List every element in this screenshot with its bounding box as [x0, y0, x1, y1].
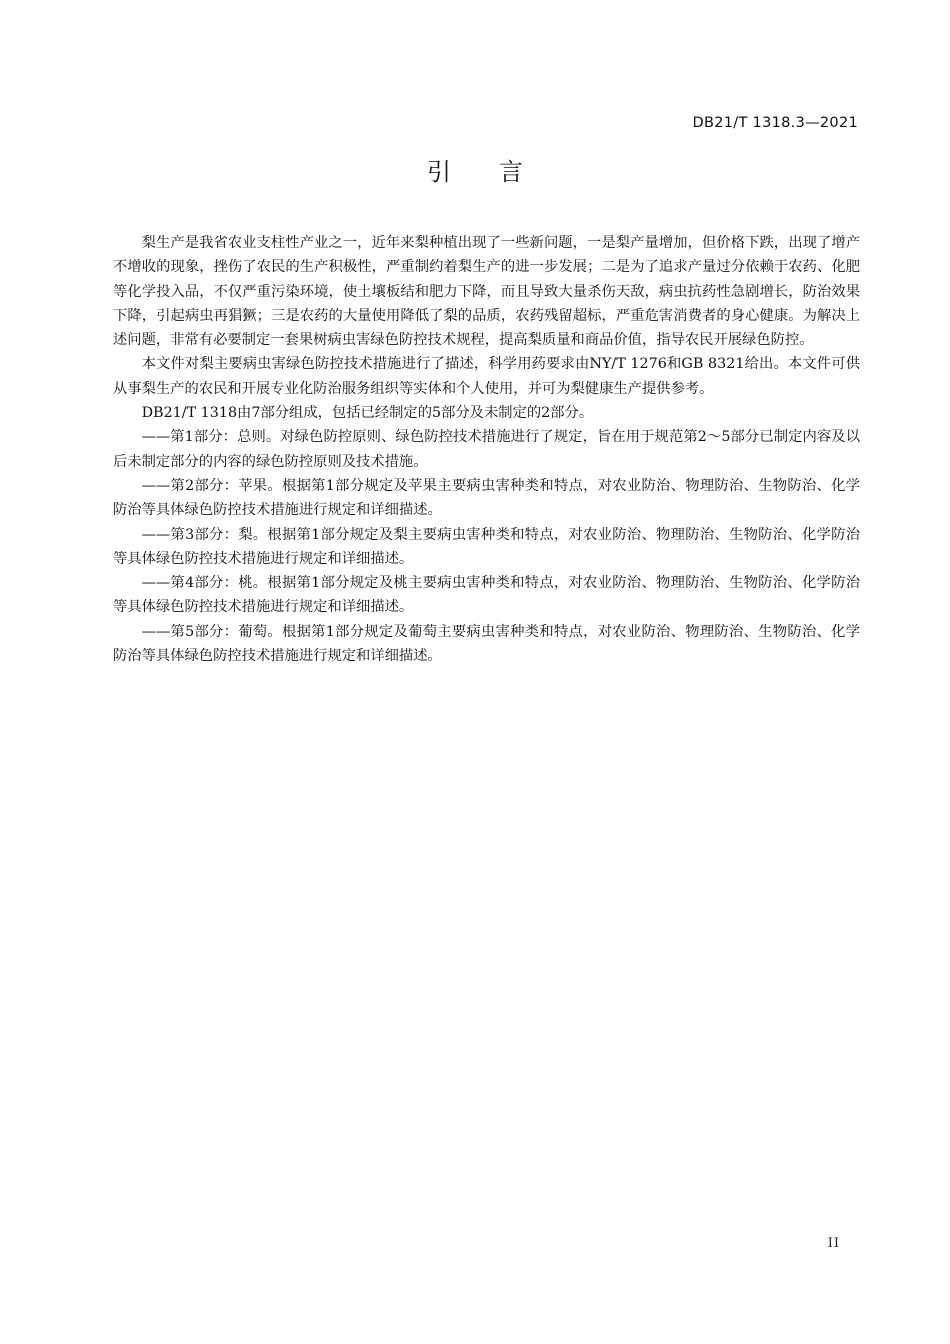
page-title: 引言: [427, 158, 571, 186]
paragraph-composition: DB21/T 1318由7部分组成，包括已经制定的5部分及未制定的2部分。: [141, 405, 594, 422]
paragraph-part-1: ——第1部分：总则。对绿色防控原则、绿色防控技术措施进行了规定，旨在用于规范第2～5部分已制定内容及以后未制定部分的内容的绿色防控原则及技术措施。: [113, 429, 860, 470]
paragraph-part-2: ——第2部分：苹果。根据第1部分规定及苹果主要病虫害种类和特点，对农业防治、物理防治、生物防治、化学防治等具体绿色防控技术措施进行规定和详细描述。: [113, 477, 860, 519]
paragraph-background: 梨生产是我省农业支柱性产业之一，近年来梨种植出现了一些新问题，一是梨产量增加，但价格下跌，出现了增产不增收的现象，挫伤了农民的生产积极性，严重制约着梨生产的进一步发展；二是为了追求产量过分依赖于农药、化肥等化学投入品，不仅严重污染环境，使土壤板结和肥力下降，而且导致大量杀伤天敌，病虫抗药性急剧增长，防治效果下降，引起病虫再猖獗；三是农药的大量使用降低了梨的品质，农药残留超标，严重危害消费者的身心健康。为解决上述问题，非常有必要制定一套果树病虫害绿色防控技术规程，提高梨质量和商品价值，指导农民开展绿色防控。: [113, 235, 860, 349]
paragraph-part-4: ——第4部分：桃。根据第1部分规定及桃主要病虫害种类和特点，对农业防治、物理防治、生物防治、化学防治等具体绿色防控技术措施进行规定和详细描述。: [113, 575, 860, 616]
paragraph-part-3: ——第3部分：梨。根据第1部分规定及梨主要病虫害种类和特点，对农业防治、物理防治、生物防治、化学防治等具体绿色防控技术措施进行规定和详细描述。: [113, 526, 860, 567]
document-body: [113, 231, 860, 668]
page-number: II: [827, 1236, 840, 1251]
standard-code: DB21/T 1318.3—2021: [692, 115, 858, 131]
paragraph-part-5: ——第5部分：葡萄。根据第1部分规定及葡萄主要病虫害种类和特点，对农业防治、物理防治、生物防治、化学防治等具体绿色防控技术措施进行规定和详细描述。: [113, 623, 860, 665]
paragraph-scope: 本文件对梨主要病虫害绿色防控技术措施进行了描述，科学用药要求由NY/T 1276和GB 8321给出。本文件可供从事梨生产的农民和开展专业化防治服务组织等实体和个人使用，并可为梨健康生产提供参考。: [113, 356, 860, 397]
